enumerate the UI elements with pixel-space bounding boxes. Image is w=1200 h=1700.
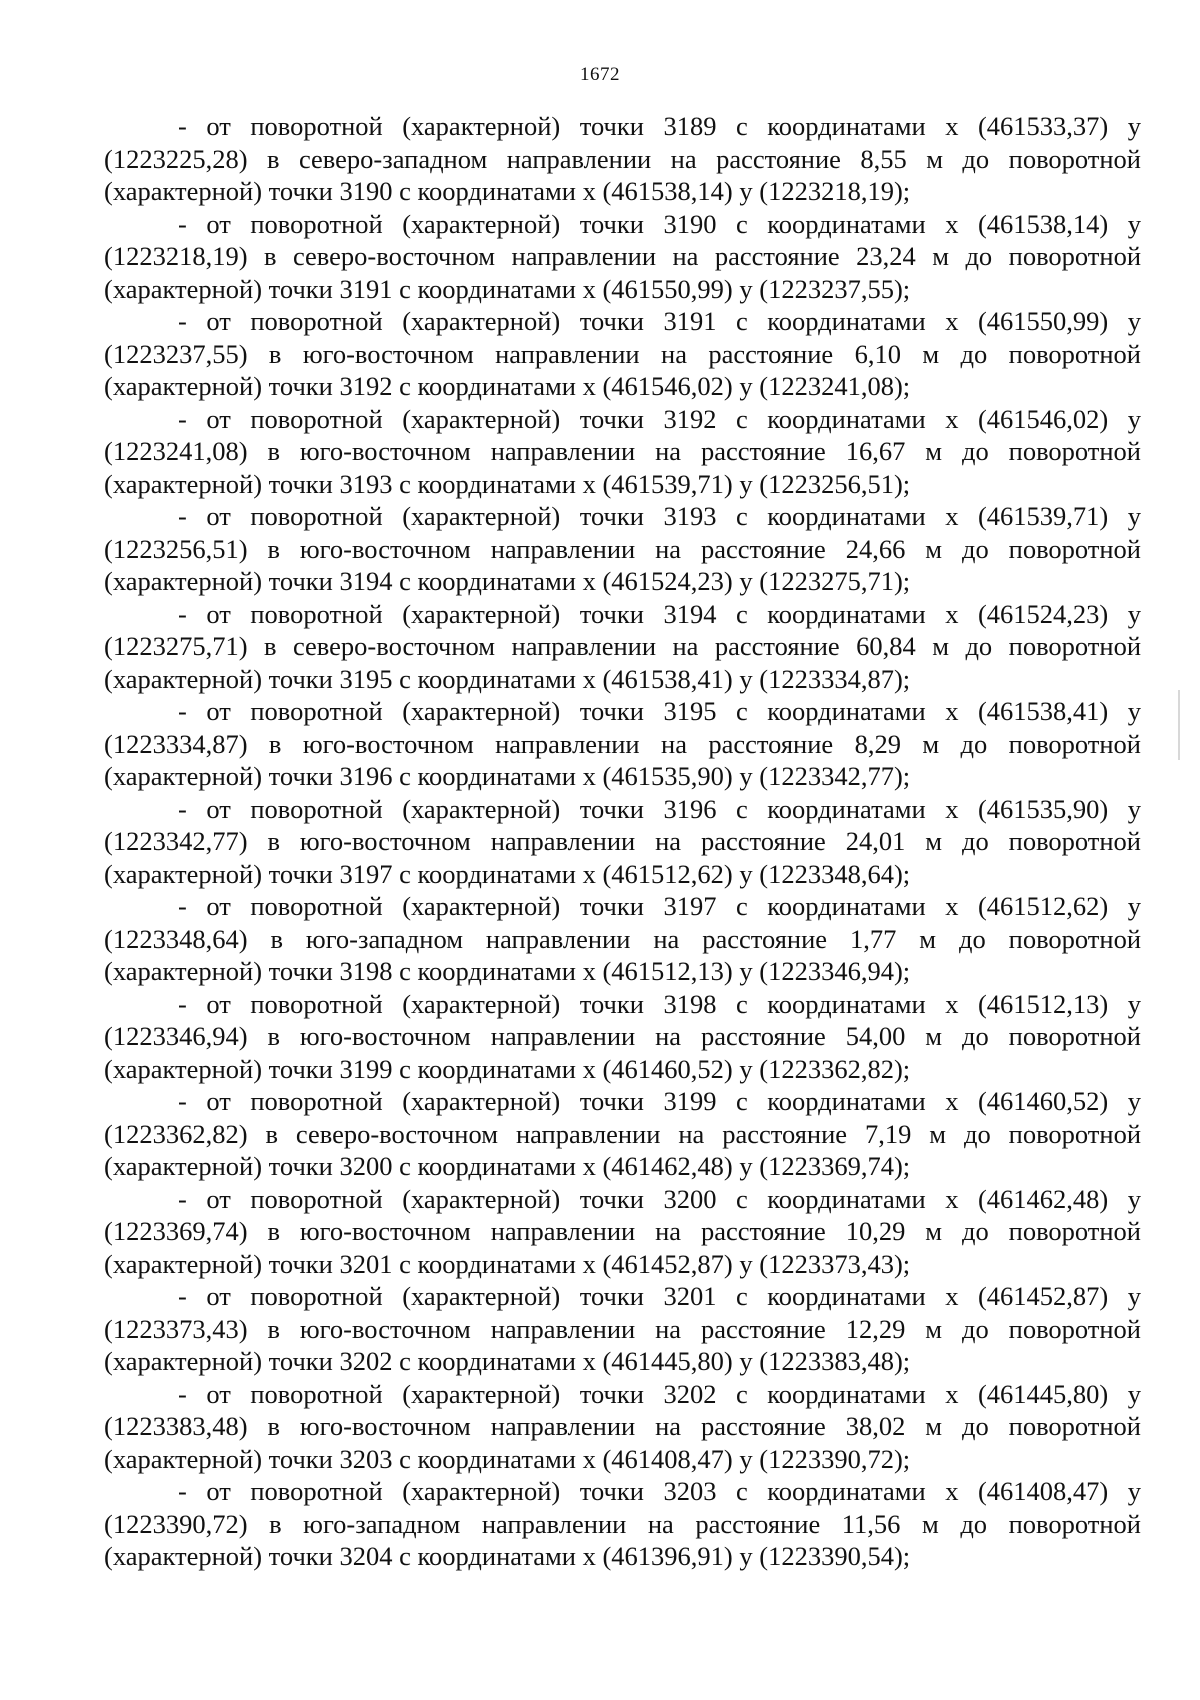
boundary-segment-paragraph: - от поворотной (характерной) точки 3197 с координатами x (461512,62) y (1223348,64) в юго-западном направлении на расстояние 1,77 м до поворотной (характерной) точки 3198 с координатами x (461512,13) y (1223346,94); — [104, 891, 1141, 986]
boundary-segment-paragraph: - от поворотной (характерной) точки 3190 с координатами x (461538,14) y (1223218,19) в северо-восточном направлении на расстояние 23,24 м до поворотной (характерной) точки 3191 с координатами x (461550,99) y (1223237,55); — [104, 208, 1141, 304]
boundary-segment-paragraph: - от поворотной (характерной) точки 3194 с координатами x (461524,23) y (1223275,71) в северо-восточном направлении на расстояние 60,84 м до поворотной (характерной) точки 3195 с координатами x (461538,41) y (1223334,87); — [104, 598, 1141, 694]
scan-artifact-line — [1178, 690, 1180, 760]
boundary-segment-paragraph: - от поворотной (характерной) точки 3196 с координатами x (461535,90) y (1223342,77) в юго-восточном направлении на расстояние 24,01 м до поворотной (характерной) точки 3197 с координатами x (461512,62) y (1223348,64); — [104, 793, 1141, 889]
boundary-segment-paragraph: - от поворотной (характерной) точки 3191 с координатами x (461550,99) y (1223237,55) в юго-восточном направлении на расстояние 6,10 м до поворотной (характерной) точки 3192 с координатами x (461546,02) y (1223241,08); — [104, 306, 1141, 401]
boundary-segment-paragraph: - от поворотной (характерной) точки 3200 с координатами x (461462,48) y (1223369,74) в юго-восточном направлении на расстояние 10,29 м до поворотной (характерной) точки 3201 с координатами x (461452,87) y (1223373,43); — [104, 1183, 1141, 1279]
page-number: 1672 — [580, 64, 620, 85]
boundary-segment-paragraph: - от поворотной (характерной) точки 3201 с координатами x (461452,87) y (1223373,43) в юго-восточном направлении на расстояние 12,29 м до поворотной (характерной) точки 3202 с координатами x (461445,80) y (1223383,48); — [104, 1281, 1141, 1376]
boundary-segment-paragraph: - от поворотной (характерной) точки 3193 с координатами x (461539,71) y (1223256,51) в юго-восточном направлении на расстояние 24,66 м до поворотной (характерной) точки 3194 с координатами x (461524,23) y (1223275,71); — [104, 501, 1141, 596]
boundary-segment-paragraph: - от поворотной (характерной) точки 3192 с координатами x (461546,02) y (1223241,08) в юго-восточном направлении на расстояние 16,67 м до поворотной (характерной) точки 3193 с координатами x (461539,71) y (1223256,51); — [104, 403, 1141, 499]
document-body — [104, 110, 1141, 1573]
boundary-segment-paragraph: - от поворотной (характерной) точки 3203 с координатами x (461408,47) y (1223390,72) в юго-западном направлении на расстояние 11,56 м до поворотной (характерной) точки 3204 с координатами x (461396,91) y (1223390,54); — [104, 1476, 1141, 1571]
boundary-segment-paragraph: - от поворотной (характерной) точки 3195 с координатами x (461538,41) y (1223334,87) в юго-восточном направлении на расстояние 8,29 м до поворотной (характерной) точки 3196 с координатами x (461535,90) y (1223342,77); — [104, 696, 1141, 791]
boundary-segment-paragraph: - от поворотной (характерной) точки 3202 с координатами x (461445,80) y (1223383,48) в юго-восточном направлении на расстояние 38,02 м до поворотной (характерной) точки 3203 с координатами x (461408,47) y (1223390,72); — [104, 1378, 1141, 1474]
boundary-segment-paragraph: - от поворотной (характерной) точки 3199 с координатами x (461460,52) y (1223362,82) в северо-восточном направлении на расстояние 7,19 м до поворотной (характерной) точки 3200 с координатами x (461462,48) y (1223369,74); — [104, 1086, 1141, 1181]
boundary-segment-paragraph: - от поворотной (характерной) точки 3198 с координатами x (461512,13) y (1223346,94) в юго-восточном направлении на расстояние 54,00 м до поворотной (характерной) точки 3199 с координатами x (461460,52) y (1223362,82); — [104, 988, 1141, 1084]
boundary-segment-paragraph: - от поворотной (характерной) точки 3189 с координатами x (461533,37) y (1223225,28) в северо-западном направлении на расстояние 8,55 м до поворотной (характерной) точки 3190 с координатами x (461538,14) y (1223218,19); — [104, 111, 1141, 206]
